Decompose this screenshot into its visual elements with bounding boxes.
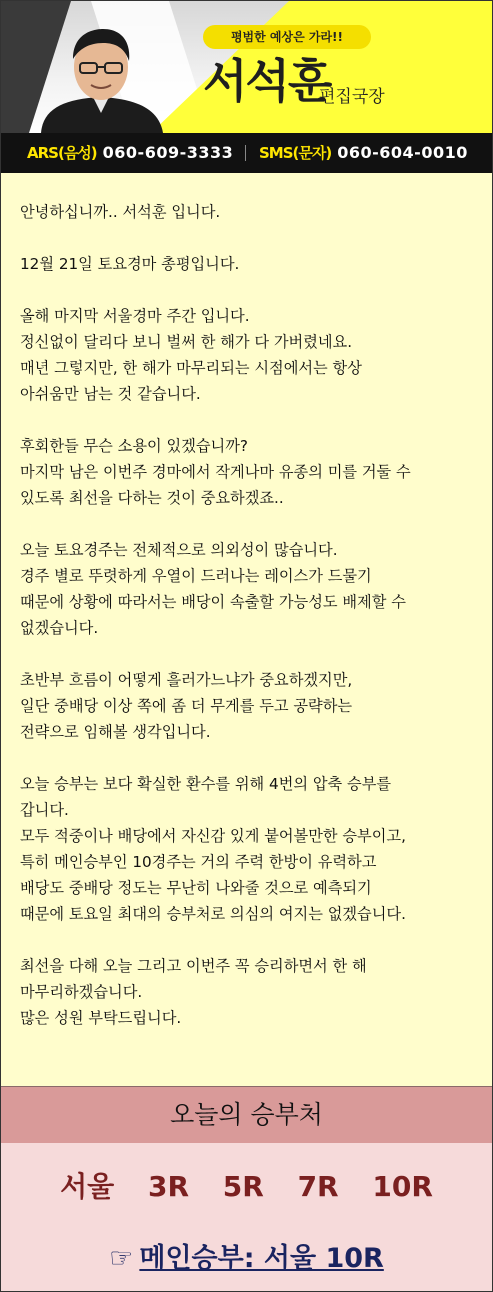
article-line: 갑니다. xyxy=(20,801,69,819)
editor-role: 편집국장 xyxy=(319,87,385,107)
race-pick: 7R xyxy=(297,1170,339,1203)
article-line: 마지막 남은 이번주 경마에서 작게나마 유종의 미를 거둘 수 xyxy=(20,463,411,481)
header-banner xyxy=(1,1,492,133)
contact-bar xyxy=(1,133,492,173)
tagline-badge: 평범한 예상은 가라!! xyxy=(203,25,371,49)
article-paragraph xyxy=(20,667,480,745)
article-line: 때문에 토요일 최대의 승부처로 의심의 여지는 없겠습니다. xyxy=(20,905,406,923)
article-body xyxy=(20,199,480,1057)
contact-divider xyxy=(245,145,246,161)
article-paragraph xyxy=(20,199,480,225)
article-line: 안녕하십니까.. 서석훈 입니다. xyxy=(20,203,221,221)
article-paragraph xyxy=(20,433,480,511)
race-pick: 10R xyxy=(372,1170,433,1203)
footer-title: 오늘의 승부처 xyxy=(170,1100,323,1129)
main-bet[interactable] xyxy=(1,1236,492,1275)
article-line: 매년 그렇지만, 한 해가 마무리되는 시점에서는 항상 xyxy=(20,359,362,377)
race-picks xyxy=(1,1165,492,1205)
article-line: 때문에 상황에 따라서는 배당이 속출할 가능성도 배제할 수 xyxy=(20,593,406,611)
article-line: 전략으로 임해볼 생각입니다. xyxy=(20,723,211,741)
article-line: 정신없이 달리다 보니 벌써 한 해가 다 가버렸네요. xyxy=(20,333,353,351)
article-line: 최선을 다해 오늘 그리고 이번주 꼭 승리하면서 한 해 xyxy=(20,957,367,975)
race-venue: 서울 xyxy=(60,1170,115,1203)
article-line: 오늘 토요경주는 전체적으로 의외성이 많습니다. xyxy=(20,541,338,559)
article-line: 올해 마지막 서울경마 주간 입니다. xyxy=(20,307,250,325)
article-line: 일단 중배당 이상 쪽에 좀 더 무게를 두고 공략하는 xyxy=(20,697,353,715)
article-paragraph xyxy=(20,537,480,641)
ars-contact[interactable] xyxy=(27,133,233,173)
article-line: 경주 별로 뚜렷하게 우열이 드러나는 레이스가 드물기 xyxy=(20,567,372,585)
editor-portrait xyxy=(33,21,169,133)
ars-number: 060-609-3333 xyxy=(102,143,234,162)
ars-label: ARS(음성) xyxy=(27,144,97,162)
article-line: 모두 적중이나 배당에서 자신감 있게 붙어볼만한 승부이고, xyxy=(20,827,406,845)
article-paragraph xyxy=(20,303,480,407)
footer-title-bar xyxy=(1,1086,492,1144)
race-pick: 3R xyxy=(147,1170,190,1203)
article-line: 12월 21일 토요경마 총평입니다. xyxy=(20,255,240,273)
article-line: 초반부 흐름이 어떻게 흘러가느냐가 중요하겠지만, xyxy=(20,671,353,689)
race-pick: 5R xyxy=(222,1170,264,1203)
article-line: 많은 성원 부탁드립니다. xyxy=(20,1009,182,1027)
article-line: 아쉬움만 남는 것 같습니다. xyxy=(20,385,201,403)
sms-number: 060-604-0010 xyxy=(337,143,468,162)
main-bet-text: 메인승부: 서울 10R xyxy=(139,1243,384,1274)
article-line: 후회한들 무슨 소용이 있겠습니까? xyxy=(20,437,248,455)
article-line: 없겠습니다. xyxy=(20,619,99,637)
article-line: 특히 메인승부인 10경주는 거의 주력 한방이 유력하고 xyxy=(20,853,377,871)
article-line: 마무리하겠습니다. xyxy=(20,983,143,1001)
article-line: 오늘 승부는 보다 확실한 환수를 위해 4번의 압축 승부를 xyxy=(20,775,392,793)
article-line: 있도록 최선을 다하는 것이 중요하겠죠.. xyxy=(20,489,284,507)
editor-name: 서석훈 xyxy=(203,54,331,108)
sms-contact[interactable] xyxy=(259,133,468,173)
picks-box xyxy=(1,1143,492,1291)
sms-label: SMS(문자) xyxy=(259,144,332,162)
article-paragraph xyxy=(20,251,480,277)
article-paragraph xyxy=(20,953,480,1031)
article-line: 배당도 중배당 정도는 무난히 나와줄 것으로 예측되기 xyxy=(20,879,372,897)
pointing-hand-icon: ☞ xyxy=(109,1243,134,1274)
article-paragraph xyxy=(20,771,480,927)
